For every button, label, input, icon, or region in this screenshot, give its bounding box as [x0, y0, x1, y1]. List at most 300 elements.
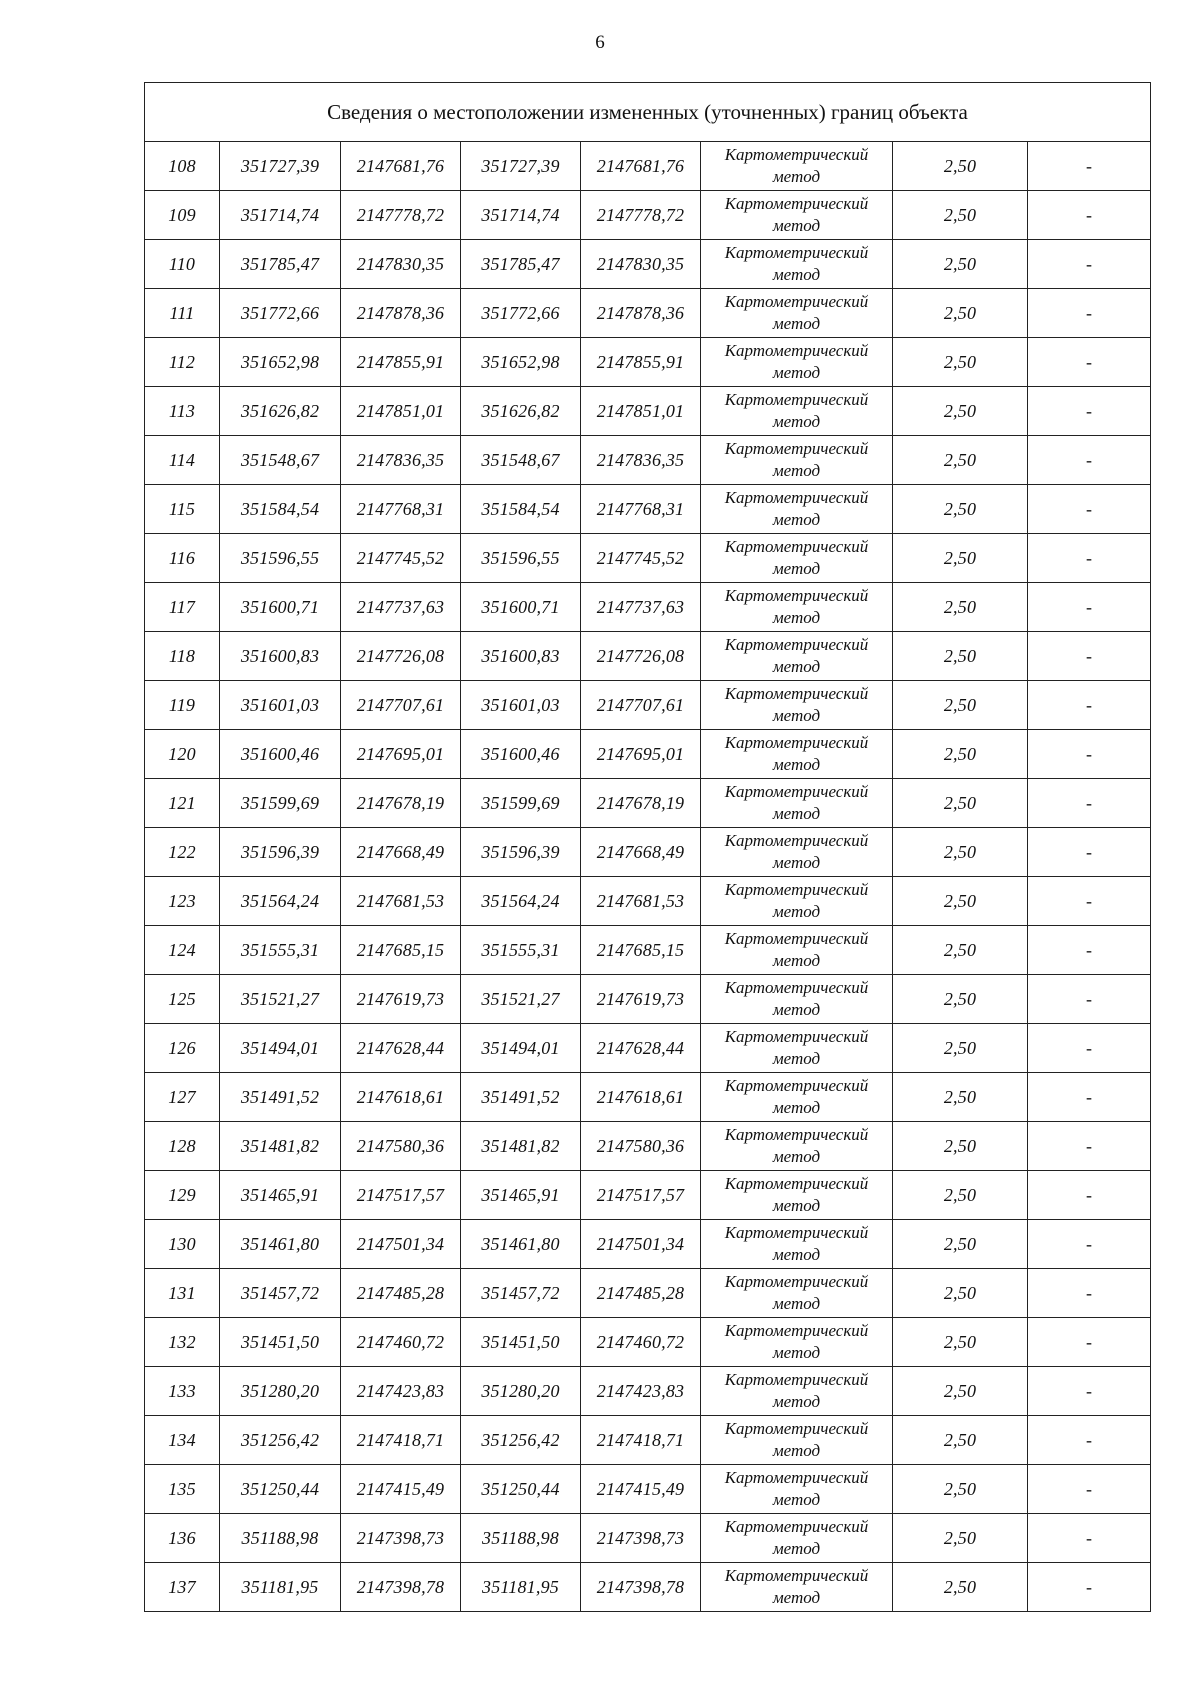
y-refined-cell: 2147737,63	[581, 583, 701, 632]
point-number-cell: 134	[145, 1416, 220, 1465]
method-label-line2: метод	[772, 902, 821, 921]
x-refined-cell: 351596,55	[461, 534, 581, 583]
y-refined-cell: 2147855,91	[581, 338, 701, 387]
y-refined-cell: 2147628,44	[581, 1024, 701, 1073]
x-refined-cell: 351491,52	[461, 1073, 581, 1122]
y-refined-cell: 2147878,36	[581, 289, 701, 338]
x-existing-cell: 351652,98	[220, 338, 341, 387]
method-cell	[701, 1465, 893, 1514]
point-number-cell: 125	[145, 975, 220, 1024]
point-number-cell: 121	[145, 779, 220, 828]
x-refined-cell: 351521,27	[461, 975, 581, 1024]
y-refined-cell: 2147707,61	[581, 681, 701, 730]
accuracy-cell: 2,50	[893, 289, 1028, 338]
x-existing-cell: 351600,71	[220, 583, 341, 632]
y-refined-cell: 2147778,72	[581, 191, 701, 240]
y-existing-cell: 2147418,71	[341, 1416, 461, 1465]
y-existing-cell: 2147695,01	[341, 730, 461, 779]
table-row	[145, 191, 1151, 240]
note-cell: -	[1028, 975, 1151, 1024]
method-label-line2: метод	[772, 412, 821, 431]
method-cell	[701, 240, 893, 289]
x-refined-cell: 351600,71	[461, 583, 581, 632]
method-label-line2: метод	[772, 755, 821, 774]
method-label-line2: метод	[772, 1294, 821, 1313]
method-label-line2: метод	[772, 951, 821, 970]
x-existing-cell: 351785,47	[220, 240, 341, 289]
y-existing-cell: 2147681,53	[341, 877, 461, 926]
note-cell: -	[1028, 877, 1151, 926]
note-cell: -	[1028, 1514, 1151, 1563]
method-cell	[701, 1220, 893, 1269]
y-existing-cell: 2147737,63	[341, 583, 461, 632]
method-cell	[701, 828, 893, 877]
table-title-row	[145, 83, 1151, 142]
accuracy-cell: 2,50	[893, 1563, 1028, 1612]
method-label-line1: Картометрический	[724, 1321, 869, 1340]
note-cell: -	[1028, 681, 1151, 730]
accuracy-cell: 2,50	[893, 1024, 1028, 1073]
accuracy-cell: 2,50	[893, 1220, 1028, 1269]
y-existing-cell: 2147619,73	[341, 975, 461, 1024]
method-label-line1: Картометрический	[724, 880, 869, 899]
x-existing-cell: 351280,20	[220, 1367, 341, 1416]
accuracy-cell: 2,50	[893, 681, 1028, 730]
y-refined-cell: 2147415,49	[581, 1465, 701, 1514]
accuracy-cell: 2,50	[893, 534, 1028, 583]
point-number-cell: 133	[145, 1367, 220, 1416]
point-number-cell: 108	[145, 142, 220, 191]
method-label-line1: Картометрический	[724, 1517, 869, 1536]
y-existing-cell: 2147830,35	[341, 240, 461, 289]
x-existing-cell: 351600,83	[220, 632, 341, 681]
point-number-cell: 126	[145, 1024, 220, 1073]
note-cell: -	[1028, 730, 1151, 779]
note-cell: -	[1028, 1220, 1151, 1269]
accuracy-cell: 2,50	[893, 1465, 1028, 1514]
y-existing-cell: 2147415,49	[341, 1465, 461, 1514]
accuracy-cell: 2,50	[893, 1367, 1028, 1416]
note-cell: -	[1028, 1367, 1151, 1416]
method-label-line1: Картометрический	[724, 341, 869, 360]
note-cell: -	[1028, 1122, 1151, 1171]
method-cell	[701, 681, 893, 730]
x-refined-cell: 351256,42	[461, 1416, 581, 1465]
x-existing-cell: 351596,55	[220, 534, 341, 583]
table-row	[145, 1465, 1151, 1514]
point-number-cell: 131	[145, 1269, 220, 1318]
method-label-line1: Картометрический	[724, 439, 869, 458]
method-cell	[701, 583, 893, 632]
point-number-cell: 129	[145, 1171, 220, 1220]
method-cell	[701, 142, 893, 191]
y-refined-cell: 2147726,08	[581, 632, 701, 681]
point-number-cell: 128	[145, 1122, 220, 1171]
accuracy-cell: 2,50	[893, 779, 1028, 828]
x-existing-cell: 351601,03	[220, 681, 341, 730]
y-existing-cell: 2147618,61	[341, 1073, 461, 1122]
method-label-line1: Картометрический	[724, 929, 869, 948]
x-existing-cell: 351772,66	[220, 289, 341, 338]
x-refined-cell: 351280,20	[461, 1367, 581, 1416]
y-existing-cell: 2147681,76	[341, 142, 461, 191]
x-refined-cell: 351600,46	[461, 730, 581, 779]
y-refined-cell: 2147830,35	[581, 240, 701, 289]
point-number-cell: 111	[145, 289, 220, 338]
x-refined-cell: 351714,74	[461, 191, 581, 240]
x-refined-cell: 351584,54	[461, 485, 581, 534]
method-label-line2: метод	[772, 1441, 821, 1460]
note-cell: -	[1028, 1465, 1151, 1514]
table-row	[145, 583, 1151, 632]
table-title: Сведения о местоположении измененных (уточненных) границ объекта	[145, 83, 1151, 142]
y-existing-cell: 2147668,49	[341, 828, 461, 877]
method-label-line1: Картометрический	[724, 635, 869, 654]
y-refined-cell: 2147768,31	[581, 485, 701, 534]
note-cell: -	[1028, 1024, 1151, 1073]
note-cell: -	[1028, 289, 1151, 338]
method-label-line2: метод	[772, 1539, 821, 1558]
table-row	[145, 1122, 1151, 1171]
method-label-line1: Картометрический	[724, 733, 869, 752]
method-label-line2: метод	[772, 167, 821, 186]
note-cell: -	[1028, 240, 1151, 289]
accuracy-cell: 2,50	[893, 1171, 1028, 1220]
table-row	[145, 779, 1151, 828]
table-row	[145, 240, 1151, 289]
boundary-coordinates-table	[144, 82, 1151, 1612]
point-number-cell: 132	[145, 1318, 220, 1367]
table-row	[145, 632, 1151, 681]
point-number-cell: 135	[145, 1465, 220, 1514]
y-existing-cell: 2147501,34	[341, 1220, 461, 1269]
y-refined-cell: 2147851,01	[581, 387, 701, 436]
method-label-line1: Картометрический	[724, 390, 869, 409]
method-cell	[701, 387, 893, 436]
method-label-line2: метод	[772, 1392, 821, 1411]
table-row	[145, 730, 1151, 779]
table-row	[145, 485, 1151, 534]
x-existing-cell: 351599,69	[220, 779, 341, 828]
method-label-line2: метод	[772, 1000, 821, 1019]
method-cell	[701, 1171, 893, 1220]
method-label-line2: метод	[772, 1343, 821, 1362]
method-cell	[701, 289, 893, 338]
note-cell: -	[1028, 1269, 1151, 1318]
y-refined-cell: 2147619,73	[581, 975, 701, 1024]
accuracy-cell: 2,50	[893, 338, 1028, 387]
point-number-cell: 124	[145, 926, 220, 975]
method-cell	[701, 779, 893, 828]
y-refined-cell: 2147695,01	[581, 730, 701, 779]
note-cell: -	[1028, 779, 1151, 828]
accuracy-cell: 2,50	[893, 828, 1028, 877]
accuracy-cell: 2,50	[893, 1073, 1028, 1122]
point-number-cell: 110	[145, 240, 220, 289]
method-label-line1: Картометрический	[724, 831, 869, 850]
y-existing-cell: 2147855,91	[341, 338, 461, 387]
method-cell	[701, 730, 893, 779]
table-row	[145, 338, 1151, 387]
y-existing-cell: 2147726,08	[341, 632, 461, 681]
method-label-line2: метод	[772, 1049, 821, 1068]
method-cell	[701, 1122, 893, 1171]
point-number-cell: 130	[145, 1220, 220, 1269]
x-existing-cell: 351491,52	[220, 1073, 341, 1122]
method-label-line2: метод	[772, 559, 821, 578]
method-label-line1: Картометрический	[724, 1468, 869, 1487]
x-existing-cell: 351465,91	[220, 1171, 341, 1220]
accuracy-cell: 2,50	[893, 142, 1028, 191]
method-label-line2: метод	[772, 510, 821, 529]
y-existing-cell: 2147423,83	[341, 1367, 461, 1416]
method-cell	[701, 436, 893, 485]
y-refined-cell: 2147460,72	[581, 1318, 701, 1367]
method-cell	[701, 1563, 893, 1612]
method-label-line2: метод	[772, 1490, 821, 1509]
table-row	[145, 828, 1151, 877]
method-label-line1: Картометрический	[724, 1076, 869, 1095]
x-refined-cell: 351727,39	[461, 142, 581, 191]
y-refined-cell: 2147418,71	[581, 1416, 701, 1465]
method-label-line2: метод	[772, 657, 821, 676]
method-label-line1: Картометрический	[724, 1272, 869, 1291]
x-refined-cell: 351626,82	[461, 387, 581, 436]
method-label-line2: метод	[772, 363, 821, 382]
accuracy-cell: 2,50	[893, 1269, 1028, 1318]
method-label-line1: Картометрический	[724, 243, 869, 262]
table-row	[145, 436, 1151, 485]
x-existing-cell: 351256,42	[220, 1416, 341, 1465]
y-refined-cell: 2147685,15	[581, 926, 701, 975]
y-refined-cell: 2147580,36	[581, 1122, 701, 1171]
accuracy-cell: 2,50	[893, 1318, 1028, 1367]
y-refined-cell: 2147668,49	[581, 828, 701, 877]
method-cell	[701, 338, 893, 387]
method-label-line1: Картометрический	[724, 1370, 869, 1389]
y-existing-cell: 2147836,35	[341, 436, 461, 485]
x-refined-cell: 351772,66	[461, 289, 581, 338]
table-row	[145, 926, 1151, 975]
point-number-cell: 122	[145, 828, 220, 877]
table-row	[145, 1171, 1151, 1220]
y-existing-cell: 2147707,61	[341, 681, 461, 730]
note-cell: -	[1028, 1416, 1151, 1465]
point-number-cell: 137	[145, 1563, 220, 1612]
point-number-cell: 127	[145, 1073, 220, 1122]
method-label-line1: Картометрический	[724, 145, 869, 164]
x-existing-cell: 351584,54	[220, 485, 341, 534]
x-refined-cell: 351548,67	[461, 436, 581, 485]
method-label-line1: Картометрический	[724, 782, 869, 801]
method-cell	[701, 1073, 893, 1122]
note-cell: -	[1028, 191, 1151, 240]
table-row	[145, 1563, 1151, 1612]
y-refined-cell: 2147517,57	[581, 1171, 701, 1220]
y-existing-cell: 2147878,36	[341, 289, 461, 338]
x-refined-cell: 351600,83	[461, 632, 581, 681]
x-existing-cell: 351250,44	[220, 1465, 341, 1514]
accuracy-cell: 2,50	[893, 1416, 1028, 1465]
x-refined-cell: 351481,82	[461, 1122, 581, 1171]
method-label-line2: метод	[772, 265, 821, 284]
method-label-line1: Картометрический	[724, 1027, 869, 1046]
method-cell	[701, 1318, 893, 1367]
x-existing-cell: 351714,74	[220, 191, 341, 240]
x-existing-cell: 351626,82	[220, 387, 341, 436]
y-refined-cell: 2147836,35	[581, 436, 701, 485]
table-row	[145, 289, 1151, 338]
accuracy-cell: 2,50	[893, 730, 1028, 779]
y-existing-cell: 2147398,73	[341, 1514, 461, 1563]
x-refined-cell: 351601,03	[461, 681, 581, 730]
accuracy-cell: 2,50	[893, 1514, 1028, 1563]
note-cell: -	[1028, 1073, 1151, 1122]
table-row	[145, 1514, 1151, 1563]
point-number-cell: 118	[145, 632, 220, 681]
y-existing-cell: 2147580,36	[341, 1122, 461, 1171]
method-label-line1: Картометрический	[724, 684, 869, 703]
table-row	[145, 1318, 1151, 1367]
y-refined-cell: 2147485,28	[581, 1269, 701, 1318]
method-cell	[701, 1416, 893, 1465]
x-existing-cell: 351727,39	[220, 142, 341, 191]
x-existing-cell: 351564,24	[220, 877, 341, 926]
point-number-cell: 117	[145, 583, 220, 632]
accuracy-cell: 2,50	[893, 926, 1028, 975]
method-label-line2: метод	[772, 706, 821, 725]
accuracy-cell: 2,50	[893, 240, 1028, 289]
x-existing-cell: 351188,98	[220, 1514, 341, 1563]
x-existing-cell: 351555,31	[220, 926, 341, 975]
method-label-line2: метод	[772, 853, 821, 872]
method-cell	[701, 1024, 893, 1073]
x-existing-cell: 351596,39	[220, 828, 341, 877]
y-existing-cell: 2147745,52	[341, 534, 461, 583]
y-refined-cell: 2147745,52	[581, 534, 701, 583]
y-existing-cell: 2147851,01	[341, 387, 461, 436]
method-label-line2: метод	[772, 461, 821, 480]
method-label-line1: Картометрический	[724, 978, 869, 997]
note-cell: -	[1028, 926, 1151, 975]
method-label-line2: метод	[772, 216, 821, 235]
table-row	[145, 975, 1151, 1024]
x-refined-cell: 351564,24	[461, 877, 581, 926]
y-existing-cell: 2147460,72	[341, 1318, 461, 1367]
note-cell: -	[1028, 436, 1151, 485]
point-number-cell: 120	[145, 730, 220, 779]
method-label-line2: метод	[772, 804, 821, 823]
x-refined-cell: 351494,01	[461, 1024, 581, 1073]
method-cell	[701, 877, 893, 926]
method-label-line2: метод	[772, 1588, 821, 1607]
x-refined-cell: 351451,50	[461, 1318, 581, 1367]
y-existing-cell: 2147768,31	[341, 485, 461, 534]
table-row	[145, 1024, 1151, 1073]
page-number: 6	[595, 32, 605, 53]
accuracy-cell: 2,50	[893, 632, 1028, 681]
note-cell: -	[1028, 485, 1151, 534]
y-refined-cell: 2147398,73	[581, 1514, 701, 1563]
method-label-line1: Картометрический	[724, 1566, 869, 1585]
y-refined-cell: 2147501,34	[581, 1220, 701, 1269]
table-row	[145, 1220, 1151, 1269]
x-existing-cell: 351521,27	[220, 975, 341, 1024]
method-label-line1: Картометрический	[724, 292, 869, 311]
method-cell	[701, 975, 893, 1024]
method-cell	[701, 534, 893, 583]
accuracy-cell: 2,50	[893, 485, 1028, 534]
y-refined-cell: 2147423,83	[581, 1367, 701, 1416]
table-row	[145, 1416, 1151, 1465]
y-refined-cell: 2147678,19	[581, 779, 701, 828]
accuracy-cell: 2,50	[893, 583, 1028, 632]
point-number-cell: 112	[145, 338, 220, 387]
x-refined-cell: 351250,44	[461, 1465, 581, 1514]
method-label-line1: Картометрический	[724, 1223, 869, 1242]
note-cell: -	[1028, 387, 1151, 436]
y-refined-cell: 2147618,61	[581, 1073, 701, 1122]
table-row	[145, 1269, 1151, 1318]
method-label-line1: Картометрический	[724, 1174, 869, 1193]
x-refined-cell: 351188,98	[461, 1514, 581, 1563]
table-row	[145, 387, 1151, 436]
note-cell: -	[1028, 1318, 1151, 1367]
x-refined-cell: 351596,39	[461, 828, 581, 877]
x-refined-cell: 351599,69	[461, 779, 581, 828]
accuracy-cell: 2,50	[893, 191, 1028, 240]
y-existing-cell: 2147628,44	[341, 1024, 461, 1073]
point-number-cell: 113	[145, 387, 220, 436]
y-existing-cell: 2147398,78	[341, 1563, 461, 1612]
method-label-line1: Картометрический	[724, 586, 869, 605]
y-refined-cell: 2147681,76	[581, 142, 701, 191]
point-number-cell: 114	[145, 436, 220, 485]
note-cell: -	[1028, 828, 1151, 877]
note-cell: -	[1028, 632, 1151, 681]
method-cell	[701, 632, 893, 681]
method-label-line2: метод	[772, 1245, 821, 1264]
note-cell: -	[1028, 142, 1151, 191]
method-label-line1: Картометрический	[724, 537, 869, 556]
note-cell: -	[1028, 583, 1151, 632]
x-refined-cell: 351785,47	[461, 240, 581, 289]
x-refined-cell: 351181,95	[461, 1563, 581, 1612]
point-number-cell: 136	[145, 1514, 220, 1563]
point-number-cell: 109	[145, 191, 220, 240]
point-number-cell: 116	[145, 534, 220, 583]
method-label-line1: Картометрический	[724, 194, 869, 213]
table-row	[145, 1073, 1151, 1122]
table-row	[145, 681, 1151, 730]
x-existing-cell: 351461,80	[220, 1220, 341, 1269]
x-refined-cell: 351461,80	[461, 1220, 581, 1269]
note-cell: -	[1028, 1171, 1151, 1220]
x-existing-cell: 351548,67	[220, 436, 341, 485]
x-refined-cell: 351555,31	[461, 926, 581, 975]
point-number-cell: 115	[145, 485, 220, 534]
x-existing-cell: 351600,46	[220, 730, 341, 779]
method-label-line2: метод	[772, 1147, 821, 1166]
point-number-cell: 123	[145, 877, 220, 926]
y-existing-cell: 2147678,19	[341, 779, 461, 828]
y-existing-cell: 2147685,15	[341, 926, 461, 975]
method-label-line1: Картометрический	[724, 1419, 869, 1438]
point-number-cell: 119	[145, 681, 220, 730]
x-existing-cell: 351494,01	[220, 1024, 341, 1073]
method-cell	[701, 191, 893, 240]
note-cell: -	[1028, 1563, 1151, 1612]
